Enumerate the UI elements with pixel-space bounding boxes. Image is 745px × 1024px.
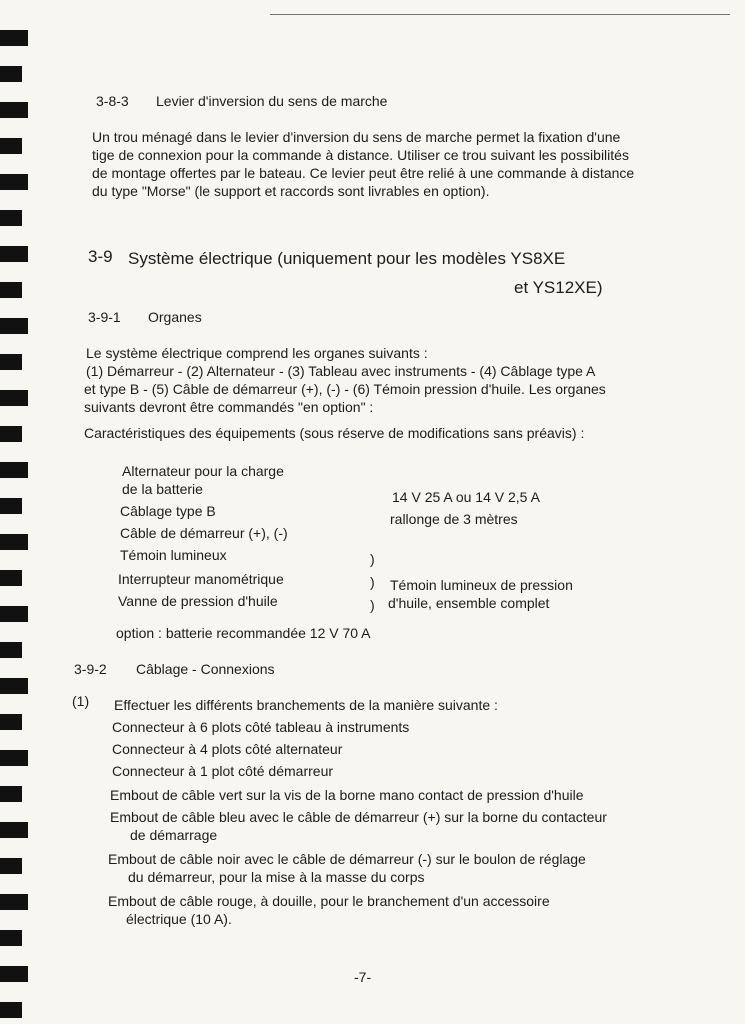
- binding-hole: [0, 642, 22, 658]
- binding-hole: [0, 930, 22, 946]
- spec-bracket: ): [370, 551, 375, 567]
- connection-line: Connecteur à 4 plots côté alternateur: [112, 741, 343, 757]
- section-391-line: suivants devront être commandés "en option" :: [84, 399, 374, 415]
- section-391-line: Caractéristiques des équipements (sous réserve de modifications sans préavis) :: [84, 425, 585, 441]
- binding-hole: [0, 786, 22, 802]
- spec-bracket: ): [370, 574, 375, 590]
- spec-bracket: ): [370, 597, 375, 613]
- connection-line: Connecteur à 1 plot côté démarreur: [112, 763, 334, 779]
- binding-hole: [0, 210, 22, 226]
- binding-hole: [0, 714, 22, 730]
- binding-hole: [0, 246, 28, 262]
- binding-hole: [0, 30, 28, 46]
- section-383-number: 3-8-3: [96, 93, 129, 109]
- section-383-title: Levier d'inversion du sens de marche: [156, 93, 388, 109]
- spec-label: Vanne de pression d'huile: [118, 593, 278, 609]
- spec-value: Témoin lumineux de pression: [390, 577, 573, 593]
- connection-line: Embout de câble noir avec le câble de démarreur (-) sur le boulon de réglage: [108, 851, 586, 867]
- connection-line: Effectuer les différents branchements de la manière suivante :: [114, 697, 498, 713]
- binding-hole: [0, 1002, 22, 1018]
- spec-label: Câblage type B: [120, 503, 216, 519]
- binding-hole: [0, 354, 22, 370]
- section-391-line: et type B - (5) Câble de démarreur (+), (-) - (6) Témoin pression d'huile. Les organes: [84, 381, 606, 397]
- spec-value: rallonge de 3 mètres: [390, 511, 518, 527]
- section-39-number: 3-9: [88, 247, 113, 266]
- binding-hole: [0, 858, 22, 874]
- binding-hole: [0, 138, 22, 154]
- section-383-line: Un trou ménagé dans le levier d'inversion du sens de marche permet la fixation d'une: [92, 129, 621, 145]
- section-391-title: Organes: [148, 309, 202, 325]
- section-392-number: 3-9-2: [74, 661, 107, 677]
- section-39-title-line2: et YS12XE): [514, 278, 603, 297]
- binding-hole: [0, 750, 28, 766]
- spec-label: Témoin lumineux: [120, 547, 227, 563]
- connection-line: de démarrage: [130, 827, 218, 843]
- section-383-line: du type "Morse" (le support et raccords sont livrables en option).: [92, 183, 490, 199]
- binding-hole: [0, 318, 28, 334]
- spec-value: d'huile, ensemble complet: [388, 595, 550, 611]
- binding-hole: [0, 570, 22, 586]
- binding-hole: [0, 174, 28, 190]
- connection-line: Embout de câble rouge, à douille, pour le branchement d'un accessoire: [108, 893, 550, 909]
- section-383-line: tige de connexion pour la commande à distance. Utiliser ce trou suivant les possibilités: [92, 147, 629, 163]
- binding-hole: [0, 462, 28, 478]
- section-392-title: Câblage - Connexions: [136, 661, 275, 677]
- binding-hole: [0, 894, 28, 910]
- spec-value: 14 V 25 A ou 14 V 2,5 A: [392, 489, 540, 505]
- section-391-line: (1) Démarreur - (2) Alternateur - (3) Tableau avec instruments - (4) Câblage type A: [86, 363, 596, 379]
- spec-label: Interrupteur manométrique: [118, 571, 284, 587]
- binding-hole: [0, 102, 28, 118]
- binding-hole: [0, 390, 28, 406]
- connection-line: Embout de câble bleu avec le câble de démarreur (+) sur la borne du contacteur: [110, 809, 607, 825]
- spec-label: Alternateur pour la charge: [122, 463, 284, 479]
- binding-hole: [0, 534, 28, 550]
- section-391-line: Le système électrique comprend les organes suivants :: [86, 345, 428, 361]
- section-383-line: de montage offertes par le bateau. Ce levier peut être relié à une commande à distance: [92, 165, 635, 181]
- top-rule: [270, 14, 730, 15]
- connection-line: Connecteur à 6 plots côté tableau à instruments: [112, 719, 410, 735]
- connection-line: du démarreur, pour la mise à la masse du corps: [128, 869, 425, 885]
- binding-strip: [0, 0, 40, 1024]
- section-39-title-line1: Système électrique (uniquement pour les modèles YS8XE: [128, 249, 566, 268]
- binding-hole: [0, 966, 28, 982]
- section-391-number: 3-9-1: [88, 309, 121, 325]
- binding-hole: [0, 606, 28, 622]
- binding-hole: [0, 822, 28, 838]
- option-line: option : batterie recommandée 12 V 70 A: [116, 625, 371, 641]
- binding-hole: [0, 498, 22, 514]
- binding-hole: [0, 282, 22, 298]
- binding-hole: [0, 66, 22, 82]
- connection-line: électrique (10 A).: [126, 911, 232, 927]
- binding-hole: [0, 678, 28, 694]
- page-number: -7-: [354, 969, 372, 985]
- spec-label: de la batterie: [122, 481, 203, 497]
- item-marker: (1): [72, 693, 90, 709]
- connection-line: Embout de câble vert sur la vis de la borne mano contact de pression d'huile: [110, 787, 584, 803]
- spec-label: Câble de démarreur (+), (-): [120, 525, 288, 541]
- binding-hole: [0, 426, 22, 442]
